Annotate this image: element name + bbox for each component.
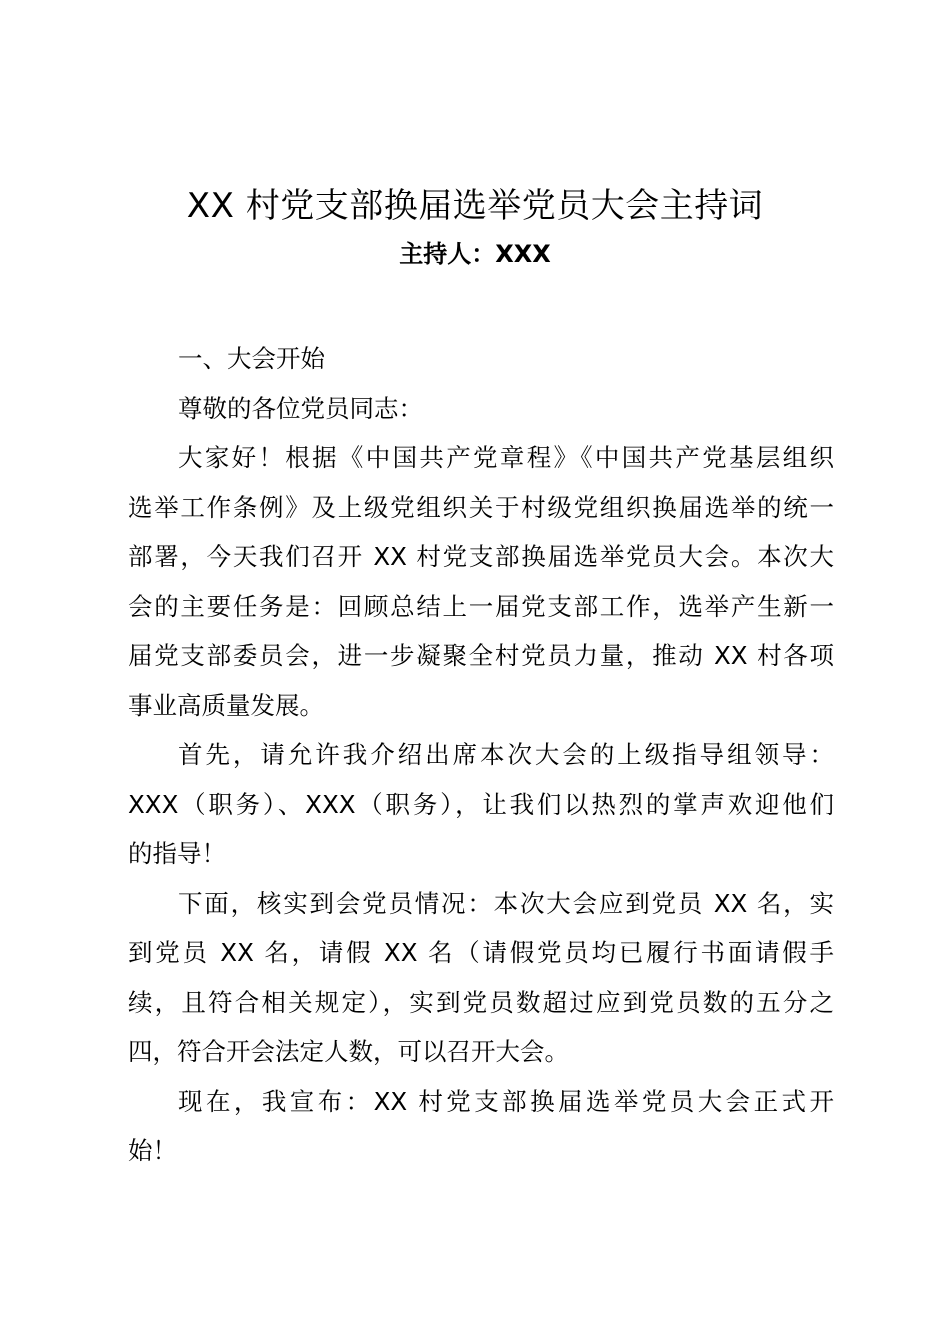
paragraph-line: 四，符合开会法定人数，可以召开大会。 <box>128 1037 569 1066</box>
paragraph-line: 届党支部委员会，进一步凝聚全村党员力量，推动 XX 村各项 <box>128 641 834 670</box>
paragraph-line: 到党员 XX 名，请假 XX 名（请假党员均已履行书面请假手 <box>128 938 834 967</box>
paragraph-line: 部署，今天我们召开 XX 村党支部换届选举党员大会。本次大 <box>128 542 834 571</box>
paragraph-line: 现在，我宣布：XX 村党支部换届选举党员大会正式开 <box>178 1086 834 1116</box>
paragraph-line: 始！ <box>128 1136 177 1165</box>
host-line: 主持人：XXX <box>399 240 551 268</box>
paragraph-opening <box>128 433 834 730</box>
section-heading: 一、大会开始 <box>178 344 325 373</box>
document-title: XX 村党支部换届选举党员大会主持词 <box>186 186 764 226</box>
paragraph-line: 的指导！ <box>128 839 226 868</box>
document-body <box>128 334 834 1176</box>
paragraph-line: XXX（职务）、XXX（职务），让我们以热烈的掌声欢迎他们 <box>128 789 834 819</box>
paragraph-line: 选举工作条例》及上级党组织关于村级党组织换届选举的统一 <box>128 492 834 522</box>
paragraph-line: 下面，核实到会党员情况：本次大会应到党员 XX 名，实 <box>178 888 834 918</box>
paragraph-line: 事业高质量发展。 <box>128 690 324 720</box>
salutation: 尊敬的各位党员同志： <box>178 393 423 423</box>
paragraph-line: 大家好！根据《中国共产党章程》《中国共产党基层组织 <box>178 443 834 472</box>
paragraph-line: 续，且符合相关规定），实到党员数超过应到党员数的五分之 <box>128 987 834 1017</box>
paragraph-line: 首先，请允许我介绍出席本次大会的上级指导组领导： <box>178 740 834 769</box>
paragraph-line: 会的主要任务是：回顾总结上一届党支部工作，选举产生新一 <box>128 591 834 621</box>
paragraph-declaration <box>128 1077 834 1176</box>
paragraph-attendance <box>128 879 834 1077</box>
paragraph-introduce-leaders <box>128 730 834 879</box>
